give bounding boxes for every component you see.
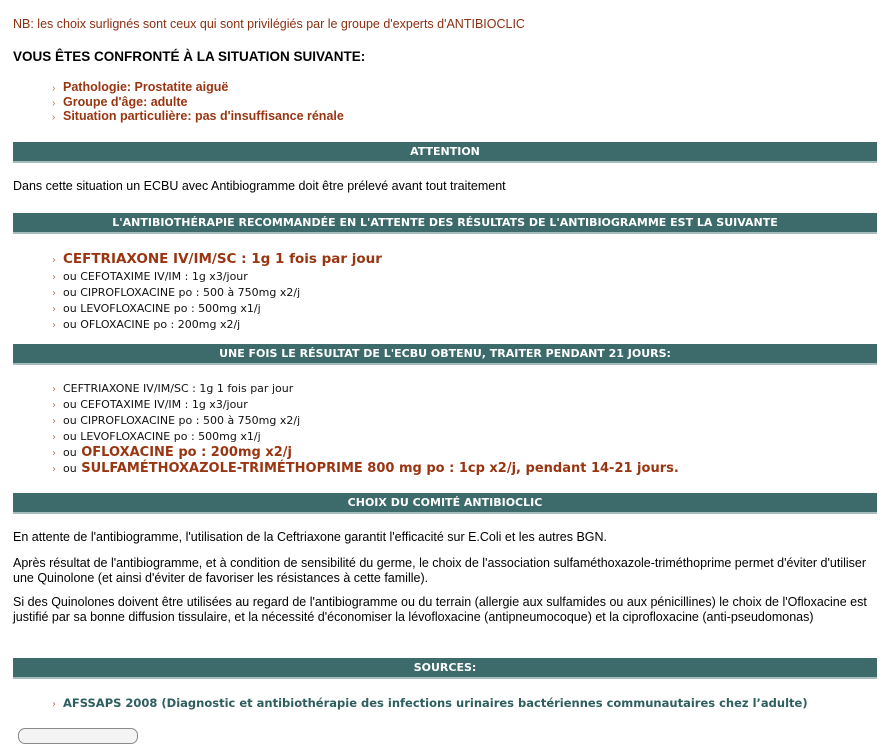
situation-heading: VOUS ÊTES CONFRONTÉ À LA SITUATION SUIVANTE: <box>13 49 366 64</box>
chevron-right-icon: › <box>52 432 56 443</box>
after-result-bar: UNE FOIS LE RÉSULTAT DE L'ECBU OBTENU, TRAITER PENDANT 21 JOURS: <box>13 344 877 365</box>
list-item <box>52 413 679 429</box>
list-item <box>52 317 382 333</box>
list-item <box>52 381 679 397</box>
chevron-right-icon: › <box>52 255 56 266</box>
chevron-right-icon: › <box>52 320 56 331</box>
recommended-alt: ou CIPROFLOXACINE po : 500 à 750mg x2/j <box>63 286 301 299</box>
recommended-alt: ou LEVOFLOXACINE po : 500mg x1/j <box>63 302 261 315</box>
list-item <box>52 249 382 269</box>
situation-pathologie: Pathologie: Prostatite aiguë <box>63 80 229 94</box>
chevron-right-icon: › <box>52 464 56 475</box>
after-result-list <box>52 381 679 477</box>
after-result-item: ou LEVOFLOXACINE po : 500mg x1/j <box>63 430 261 443</box>
chevron-right-icon: › <box>52 83 56 94</box>
chevron-right-icon: › <box>52 416 56 427</box>
situation-age: Groupe d'âge: adulte <box>63 94 188 109</box>
attention-text: Dans cette situation un ECBU avec Antibiogramme doit être prélevé avant tout traitement <box>13 179 506 193</box>
list-item <box>52 397 679 413</box>
list-item <box>52 461 679 477</box>
ou-prefix: ou <box>63 446 77 459</box>
after-result-item: CEFTRIAXONE IV/IM/SC : 1g 1 fois par jour <box>63 382 294 395</box>
list-item <box>52 445 679 461</box>
recommended-primary: CEFTRIAXONE IV/IM/SC : 1g 1 fois par jour <box>63 251 382 267</box>
after-result-item: ou CIPROFLOXACINE po : 500 à 750mg x2/j <box>63 414 301 427</box>
chevron-right-icon: › <box>52 112 56 123</box>
chevron-right-icon: › <box>52 448 56 459</box>
recommended-alt: ou OFLOXACINE po : 200mg x2/j <box>63 318 241 331</box>
situation-particuliere: Situation particulière: pas d'insuffisance rénale <box>63 109 344 123</box>
recommended-bar: L'ANTIBIOTHÉRAPIE RECOMMANDÉE EN L'ATTENTE DES RÉSULTATS DE L'ANTIBIOGRAMME EST LA SUIVANTE <box>13 213 877 234</box>
list-item <box>52 429 679 445</box>
list-item <box>52 269 382 285</box>
chevron-right-icon: › <box>52 400 56 411</box>
chevron-right-icon: › <box>52 288 56 299</box>
list-item <box>52 95 344 110</box>
list-item <box>52 301 382 317</box>
source-link[interactable] <box>52 696 808 710</box>
after-result-highlight-sulfamethoxazole: SULFAMÉTHOXAZOLE-TRIMÉTHOPRIME 800 mg po : 1cp x2/j, pendant 14-21 jours. <box>81 461 679 476</box>
list-item <box>52 285 382 301</box>
committee-paragraph: En attente de l'antibiogramme, l'utilisation de la Ceftriaxone garantit l'efficacité sur E.Coli et les autres BGN. <box>13 530 608 544</box>
recommended-list <box>52 249 382 333</box>
attention-bar: ATTENTION <box>13 142 877 163</box>
list-item <box>52 109 344 124</box>
ou-prefix: ou <box>63 462 77 475</box>
recommended-alt: ou CEFOTAXIME IV/IM : 1g x3/jour <box>63 270 248 283</box>
after-result-highlight-ofloxacine: OFLOXACINE po : 200mg x2/j <box>81 445 292 460</box>
sources-bar: SOURCES: <box>13 658 877 679</box>
committee-bar: CHOIX DU COMITÉ ANTIBIOCLIC <box>13 493 877 514</box>
chevron-right-icon: › <box>52 384 56 395</box>
situation-list <box>52 80 344 124</box>
chevron-right-icon: › <box>52 699 56 710</box>
chevron-right-icon: › <box>52 97 56 109</box>
after-result-item: ou CEFOTAXIME IV/IM : 1g x3/jour <box>63 398 248 411</box>
chevron-right-icon: › <box>52 304 56 315</box>
chevron-right-icon: › <box>52 272 56 283</box>
list-item <box>52 80 344 95</box>
partial-button[interactable] <box>18 728 138 744</box>
committee-paragraph: Après résultat de l'antibiogramme, et à condition de sensibilité du germe, le choix de l'association sulfaméthoxazole-triméthoprime permet d'éviter d'utiliser une Quinolone (et ainsi d'éviter de favoriser les résistances à cette famille). <box>13 556 867 585</box>
nb-note: NB: les choix surlignés sont ceux qui sont privilégiés par le groupe d'experts d'ANTIBIOCLIC <box>13 17 525 31</box>
source-link-text[interactable]: AFSSAPS 2008 (Diagnostic et antibiothérapie des infections urinaires bactériennes communautaires chez l’adulte) <box>63 696 808 710</box>
committee-paragraph: Si des Quinolones doivent être utilisées au regard de l'antibiogramme ou du terrain (allergie aux sulfamides ou aux pénicillines) le choix de l'Ofloxacine est justifié par sa bonne diffusion tissulaire, et la nécessité d'économiser la lévofloxacine (antipneumocoque) et la ciprofloxacine (anti-pseudomonas) <box>13 595 867 624</box>
